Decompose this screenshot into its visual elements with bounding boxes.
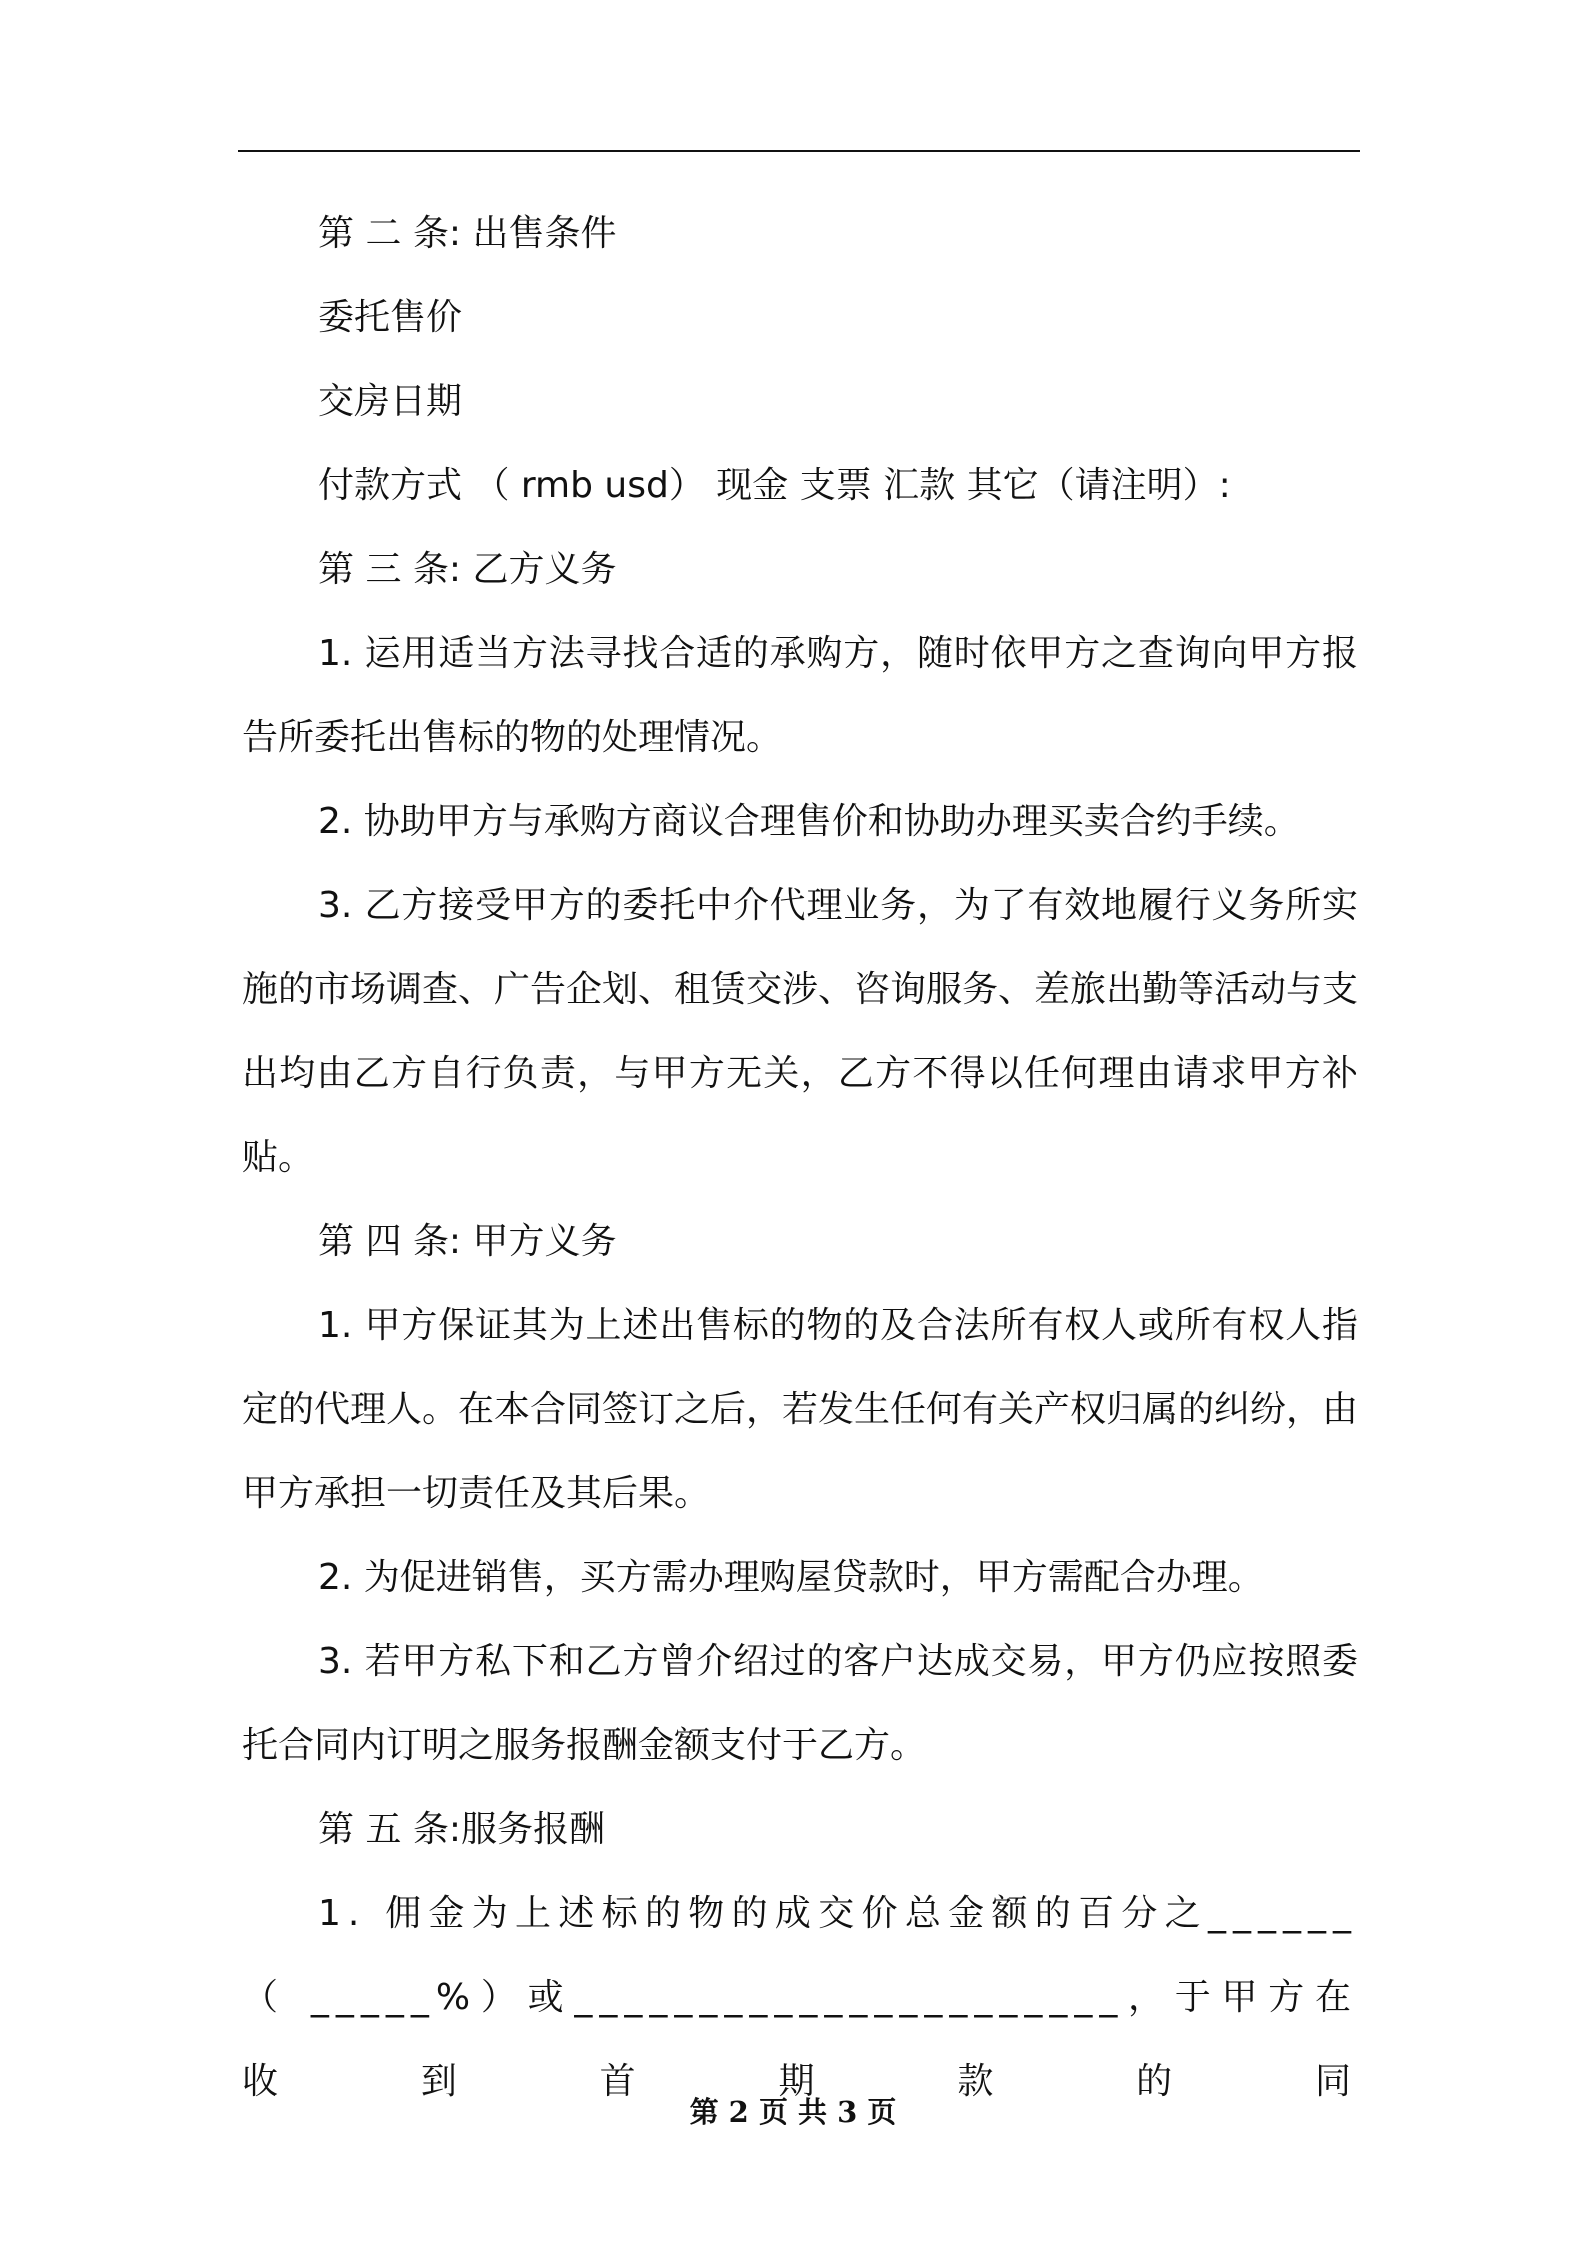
article-2-heading: 第 二 条: 出售条件: [318, 213, 617, 254]
article-4-clause-1: 1. 甲方保证其为上述出售标的物的及合法所有权人或所有权人指定的代理人。在本合同签订之后，若发生任何有关产权归属的纠纷，由甲方承担一切责任及其后果。: [242, 1305, 1359, 1514]
article-4-clause-2: 2. 为促进销售，买方需办理购屋贷款时，甲方需配合办理。: [318, 1557, 1264, 1598]
header-rule: [238, 150, 1360, 152]
article-4-heading: 第 四 条: 甲方义务: [318, 1221, 617, 1262]
article-5-clause-1: 1. 佣金为上述标的物的成交价总金额的百分之______（ _____%）或______________________，于甲方在收到首期款的同: [242, 1893, 1358, 2102]
article-3-clause-3: 3. 乙方接受甲方的委托中介代理业务，为了有效地履行义务所实施的市场调查、广告企划、租赁交涉、咨询服务、差旅出勤等活动与支出均由乙方自行负责，与甲方无关，乙方不得以任何理由请求甲方补贴。: [242, 885, 1359, 1178]
article-4-clause-3: 3. 若甲方私下和乙方曾介绍过的客户达成交易，甲方仍应按照委托合同内订明之服务报酬金额支付于乙方。: [242, 1641, 1358, 1766]
payment-method-line: 付款方式 （ rmb usd） 现金 支票 汇款 其它（请注明）:: [318, 465, 1231, 506]
page-footer: 第 2 页 共 3 页: [689, 2095, 897, 2129]
article-3-clause-1: 1. 运用适当方法寻找合适的承购方，随时依甲方之查询向甲方报告所委托出售标的物的处理情况。: [242, 633, 1358, 758]
article-3-clause-2: 2. 协助甲方与承购方商议合理售价和协助办理买卖合约手续。: [318, 801, 1300, 842]
document-body: [242, 192, 1358, 2124]
article-5-heading: 第 五 条:服务报酬: [318, 1809, 606, 1850]
handover-date-line: 交房日期: [318, 381, 463, 422]
article-3-heading: 第 三 条: 乙方义务: [318, 549, 617, 590]
entrusted-price-line: 委托售价: [318, 297, 463, 338]
